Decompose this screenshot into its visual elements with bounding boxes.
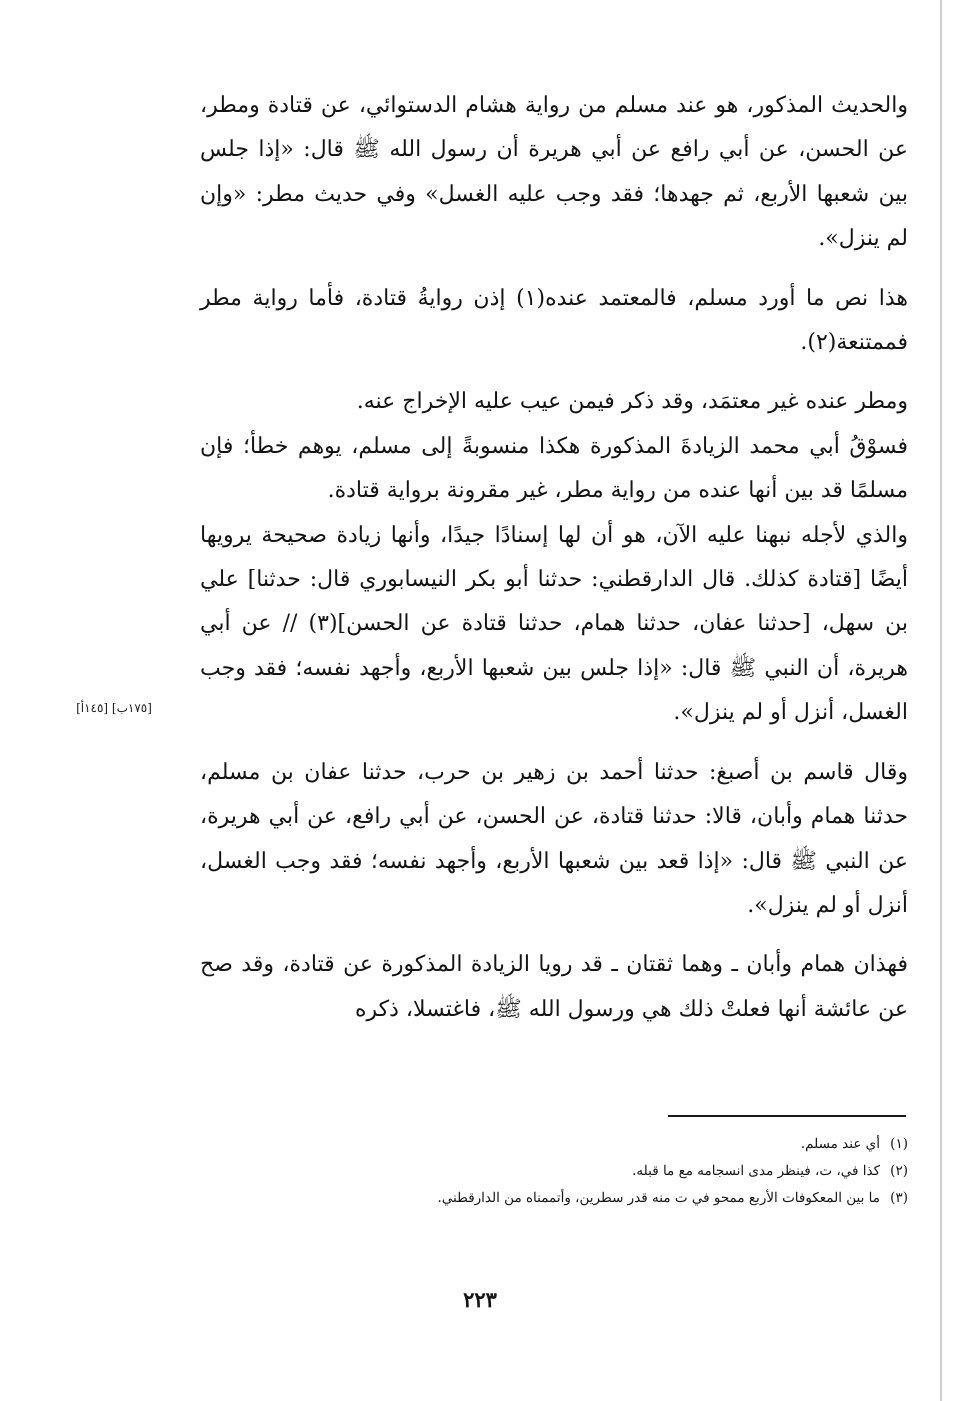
main-text (200, 84, 908, 1032)
footnote-text: كذا في، ت، فينظر مدى انسجامه مع ما قبله. (632, 1163, 880, 1179)
paragraph-7: فهذان همام وأبان ـ وهما ثقتان ـ قد رويا الزيادة المذكورة عن قتادة، وقد صح عن عائشة أنها فعلتْ ذلك هي ورسول الله ﷺ، فاغتسلا، ذكره (200, 952, 908, 1022)
footnote (200, 1185, 908, 1212)
footnote (200, 1131, 908, 1158)
scan-edge-line (940, 0, 942, 1401)
paragraph-5: والذي لأجله نبهنا عليه الآن، هو أن لها إسنادًا جيدًا، وأنها زيادة صحيحة يرويها أيضًا [قتادة كذلك. قال الدارقطني: حدثنا أبو بكر النيسابوري قال: حدثنا] علي بن سهل، [حدثنا عفان، حدثنا همام، حدثنا قتادة عن الحسن](٣) // عن أبي هريرة، أن النبي ﷺ قال: «إذا جلس بين شعبها الأربع، وأجهد نفسه؛ فقد وجب الغسل، أنزل أو لم ينزل». (200, 522, 909, 726)
footnote (200, 1158, 908, 1185)
footnote-text: أي عند مسلم. (800, 1136, 880, 1152)
paragraph-6: وقال قاسم بن أصبغ: حدثنا أحمد بن زهير بن حرب، حدثنا عفان بن مسلم، حدثنا همام وأبان، قالا: حدثنا قتادة، عن الحسن، عن أبي رافع، عن أبي هريرة، عن النبي ﷺ قال: «إذا قعد بين شعبها الأربع، وأجهد نفسه؛ فقد وجب الغسل، أنزل أو لم ينزل». (200, 759, 908, 918)
footnote-number: (٢) (890, 1163, 908, 1179)
manuscript-folio-note: [١٧٥ب] [١٤٥أ] (76, 701, 152, 715)
paragraph-1: والحديث المذكور، هو عند مسلم من رواية هشام الدستوائي، عن قتادة ومطر، عن الحسن، عن أبي رافع عن أبي هريرة أن رسول الله ﷺ قال: «إذا جلس بين شعبها الأربع، ثم جهدها؛ فقد وجب عليه الغسل» وفي حديث مطر: «وإن لم ينزل». (200, 93, 908, 252)
footnotes (200, 1131, 908, 1212)
footnote-divider (668, 1115, 906, 1117)
footnote-number: (١) (890, 1136, 908, 1152)
paragraph-3: ومطر عنده غير معتمَد، وقد ذكر فيمن عيب عليه الإخراج عنه. (356, 389, 908, 415)
paragraph-4: فسوْقُ أبي محمد الزيادةَ المذكورة هكذا منسوبةً إلى مسلم، يوهم خطأ؛ فإن مسلمًا قد بين أنها عنده من رواية مطر، غير مقرونة برواية قتادة. (200, 433, 908, 504)
page-number: ٢٢٣ (463, 1287, 497, 1312)
paragraph-2: هذا نص ما أورد مسلم، فالمعتمد عنده(١) إذن روايةُ قتادة، فأما رواية مطر فممتنعة(٢). (200, 285, 908, 356)
footnote-text: ما بين المعكوفات الأربع ممحو في ت منه قدر سطرين، وأتممناه من الدارقطني. (437, 1190, 880, 1206)
footnote-number: (٣) (890, 1190, 908, 1206)
